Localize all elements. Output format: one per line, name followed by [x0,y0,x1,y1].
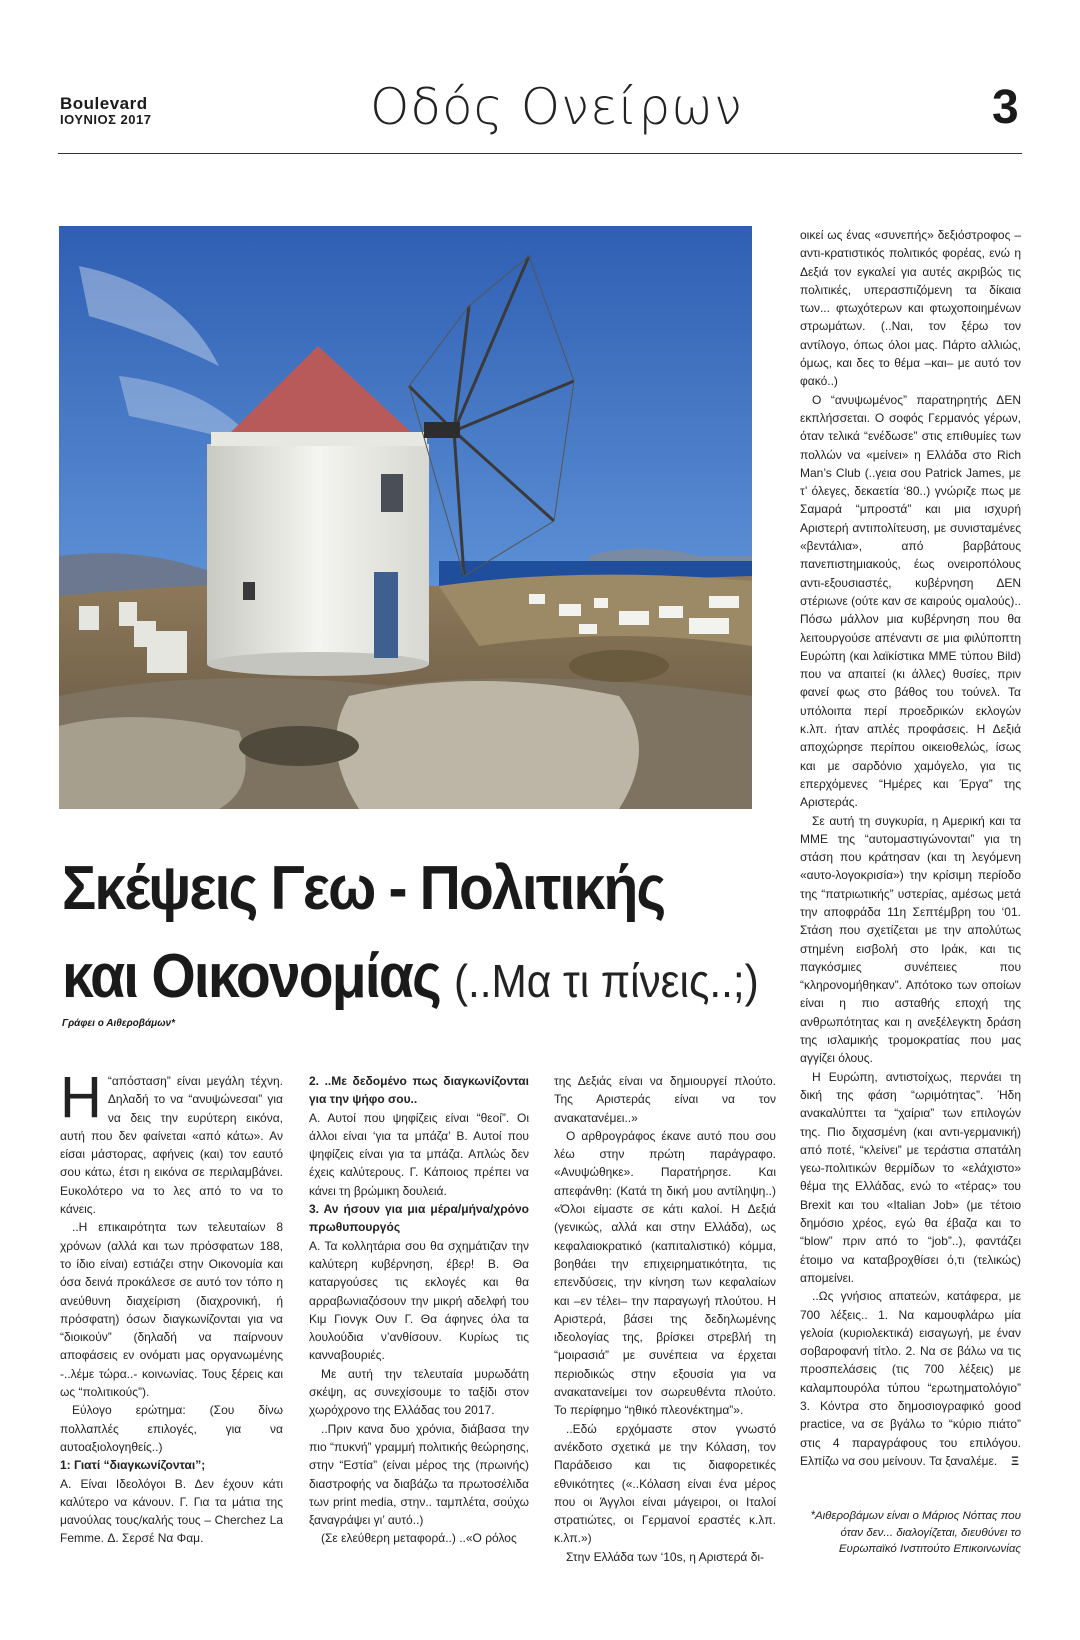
issue-date: ΙΟΥΝΙΟΣ 2017 [60,112,152,127]
drop-cap: Η [60,1065,102,1130]
answer-2: Α. Αυτοί που ψηφίζεις είναι “θεοί”. Οι άλλοι είναι ‘για τα μπάζα’ Β. Αυτοί που ψηφίζεις είναι για τα μπάζα. Απλώς δεν έχεις καλύτερους. Γ. Κάποιος πρέπει να κάνει τη βρώμικη δουλειά. [309,1110,529,1198]
paragraph: Στην Ελλάδα των ‘10s, η Αριστερά δι- [566,1549,765,1564]
column-3 [554,1072,776,1566]
headline-line-2-main: και Οικονομίας [62,942,440,1011]
paragraph-closing [800,1287,1021,1470]
column-1 [60,1065,283,1548]
question-2: 2. ..Με δεδομένο πως διαγκωνίζονται για την ψήφο σου.. [309,1074,529,1107]
paragraph: “απόσταση” είναι μεγάλη τέχνη. Δηλαδή το να “ανυψώνεσαι” για να δεις την ευρύτερη εικόνα, αυτή που δεν φαίνεται «από κάτω». Αν είσαι μάστορας, αφήνεις (και) τον εαυτό σου κάτω, έτσι η εικόνα σε περιλαμβάνει. Ευκολότερο να το λες από το να το κάνεις. [60,1074,283,1217]
paragraph: Σε αυτή τη συγκυρία, η Αμερική και τα ΜΜΕ της “αυτομαστιγώνονται” για τη στάση που κράτησαν (και τη λεγόμενη «αυτο-λογοκρισία») την κρίσιμη περίοδο της “πατριωτικής” υστερίας, αμέσως μετά την αποφράδα 11η Σεπτέμβρη του ‘01. Στάση που σχετίζεται με την απολύτως στημένη εισβολή στο Ιράκ, και τις παγκόσμιες συνέπειες που “κληρονομήθηκαν”. Απότοκο των οποίων είναι η πιο ασταθής εποχή της ανθρωπότητας και η ανεξέλεγκτη δράση της ισλαμικής τρομοκρατίας που μας αγγίζει όλους. [800,813,1021,1066]
paragraph: ..Πριν κανα δυο χρόνια, διάβασα την πιο “πυκνή” γραμμή πολιτικής θεώρησης, στην “Εστία” (είναι μέρος της (πρωινής) διαστροφής να διαβάζω τα πρωτοσέλιδα των print media, στην.. ταμπλέτα, σούχω ξαναγράψει γι’ αυτό..) [309,1421,529,1528]
paragraph: Ο αρθρογράφος έκανε αυτό που σου λέω στην πρώτη παράγραφο. «Ανυψώθηκε». Παρατήρησε. Και απεφάνθη: (Κατά τη δική μου αντίληψη..) «Όλοι είμαστε σε κάτι καλοί. Η Δεξιά (γενικώς, αλλά και στην Ελλάδα), ως κεφαλαιοκρατικό (καπιταλιστικό) κόμμα, βοηθάει την επιχειρηματικότητα, τις επενδύσεις, την κίνηση των κεφαλαίων και –εν τέλει– την παραγωγή πλούτου. Η Αριστερά, βάσει της δεδηλωμένης ιδεολογίας της, βρίσκει στρεβλή τη “μοιρασιά” με συνέπεια να έρχεται περιοδικώς στην εξουσία για να ανακατανείμει τον σωρευθέντα πλούτο. Το περίφημο “ηθικό πλεονέκτημα”». [554,1128,776,1418]
paragraph: Η Ευρώπη, αντιστοίχως, περνάει τη δική της φάση “ωριμότητας”. Ήδη ανακαλύπτει τα “χαίρια” των επιλογών της. Πιο διχασμένη (και αντι-γερμανική) από ποτέ, “κλείνει” με τεράστια σπατάλη γεω-πολιτικών θερμίδων το «ελάχιστο» θέμα της Ελλάδας, ενώ το «τέρας» του Brexit και του «Italian Job» (με τέτοιο δημόσιο χρέος, εγώ θα έβαζα και το “blow” πριν από το “job”..), φαντάζει έτοιμο να καταβροχθίσει ό,τι (τελικώς) απομείνει. [800,1069,1021,1285]
end-mark-icon: Ξ [1011,1453,1019,1468]
paragraph: Με αυτή την τελευταία μυρωδάτη σκέψη, ας συνεχίσουμε το ταξίδι στον χωρόχρονο της Ελλάδας του 2017. [309,1366,529,1418]
header-divider [58,153,1022,154]
article-headline [62,845,759,1025]
byline: Γράφει ο Αιθεροβάμων* [62,1018,176,1029]
paragraph: της Δεξιάς είναι να δημιουργεί πλούτο. Της Αριστεράς είναι να τον ανακατανέμει..» [554,1074,776,1125]
brand-name: Boulevard [60,94,148,113]
section-title: Οδός Ονείρων [370,78,743,136]
brand [60,96,151,128]
headline-subtitle: (..Μα τι πίνεις..;) [453,955,759,1007]
paragraph: οικεί ως ένας «συνεπής» δεξιόστροφος – αντι-κρατιστικός πολιτικός φορέας, ενώ η Δεξιά τον εγκαλεί για αυτές ακριβώς τις πολιτικές, υπερασπιζόμενη τα δίκαια των... φτωχότερων και φτωχοποιημένων στρωμάτων. (..Ναι, τον ξέρω τον αντίλογο, όπως όλοι μας. Πάρτο αλλιώς, όμως, και δες το θέμα –και– με αυτό τον φακό..) [800,228,1021,389]
answer-1: Α. Είναι Ιδεολόγοι Β. Δεν έχουν κάτι καλύτερο να κάνουν. Γ. Για τα μάτια της μανούλας τους/καλής τους – Cherchez La Femme. Δ. Σερσέ Να Φαμ. [60,1476,283,1546]
paragraph: Ο “ανυψωμένος” παρατηρητής ΔΕΝ εκπλήσσεται. Ο σοφός Γερμανός γέρων, όταν τελικά “ενέδωσε” στις επιθυμίες των πολλών να «μείνει» η Ελλάδα στο Rich Man’s Club (..γεια σου Patrick James, με τ’ όλεγες, δεκαετία ‘80..) γνώριζε πως με Σαμαρά “μπροστά” και μια ισχυρή Αριστερή αντιπολίτευση, με συνισταμένες «βεντάλια», από βαρβάτους πανεπιστημιακούς, έως ονειροπόλους αντι-εξουσιαστές, κυβέρνηση ΔΕΝ στέριωνε (ούτε καν σε καιρούς ομαλούς).. Πόσω μάλλον μια κυβέρνηση που θα λειτουργούσε απέναντι σε μια φιλύποπτη Ευρώπη (και λαϊκίστικα ΜΜΕ τύπου Bild) που να απαιτεί (κι άλλες) θυσίες, πριν φανεί φως στο βάθος του τούνελ. Τα υπόλοιπα περί προεδρικών εκλογών κ.λπ. ήταν απλές προφάσεις. Η Δεξιά αποχώρησε περίπου οικειοθελώς, ίσως και με σαρδόνιο χαμόγελο, για τις επερχόμενες “Ημέρες και Έργα” της Αριστεράς. [800,392,1021,810]
headline-line-2 [62,933,759,1025]
column-4 [800,226,1021,1470]
question-1: 1: Γιατί “διαγκωνίζονται”; [60,1458,206,1473]
closing-text: ..Ως γνήσιος απατεών, κατάφερα, με 700 λέξεις.. 1. Να καμουφλάρω μία γελοία (κυριολεκτικά) εισαγωγή, με έναν σοβαροφανή τίτλο. 2. Να σε βάλω να τις προσπελάσεις (τις 700 λέξεις) με καλαμπουρόλα τύπου “ερωτηματολόγιο” 3. Κόντρα στο δημοσιογραφικό good practice, να σε βγάλω το “κύριο πιάτο” στις 4 παραγράφους του επιλόγου. Ελπίζω να σου μείνουν. Τα ξαναλέμε. [800,1289,1021,1468]
paragraph: Εύλογο ερώτημα: (Σου δίνω πολλαπλές επιλογές, για να αυτοαξιολογηθείς..) [60,1403,283,1454]
headline-line-1: Σκέψεις Γεω - Πολιτικής [62,854,665,923]
windmill-photo [59,226,752,809]
author-footnote: *Αιθεροβάμων είναι ο Μάριος Νόττας που όταν δεν... διαλογίζεται, διευθύνει το Ευρωπαϊκό Ινστιτούτο Επικοινωνίας [810,1510,1021,1555]
page-number: 3 [992,81,1019,134]
paragraph: ..Η επικαιρότητα των τελευταίων 8 χρόνων (αλλά και των πρόσφατων 188, το ίδιο είναι) εστιάζει στην Οικονομία και όσα δεινά προκάλεσε σε αυτό τον τόπο η ανεύθυνη διαχείριση (διαχρονική, ή πρόσφατη) όσων διαγκωνίζονται για να “διοικούν” (δηλαδή να παίρνουν αποφάσεις εν ονόματι μας οργανωμένης -..λέμε τώρα..- κοινωνίας. Τους ξέρεις και ως “πολιτικούς”). [60,1220,283,1400]
column-2 [309,1072,529,1548]
answer-3: Α. Τα κολλητάρια σου θα σχημάτιζαν την καλύτερη κυβέρνηση, έβερ! Β. Θα καταργούσες τις εκλογές και θα αρραβωνιαζόσουν την μικρή αδελφή του Κιμ Γιονγκ Ουν Γ. Θα άφηνες όλα τα λουλούδια ν’ανθίσουν. Κυρίως τις κανναβουριές. [309,1238,529,1363]
paragraph: (Σε ελεύθερη μεταφορά..) ..«Ο ρόλος [321,1531,517,1546]
question-3: 3. Αν ήσουν για μια μέρα/μήνα/χρόνο πρωθυπουργός [309,1202,529,1235]
paragraph: ..Εδώ ερχόμαστε στον γνωστό ανέκδοτο σχετικά με την Κόλαση, τον Παράδεισο και τις διαφορετικές εθνικότητες («..Κόλαση είναι ένα μέρος που οι Άγγλοι είναι μάγειροι, οι Ιταλοί στρατιώτες, οι Γερμανοί εραστές κ.λπ. κ.λπ.») [554,1421,776,1546]
